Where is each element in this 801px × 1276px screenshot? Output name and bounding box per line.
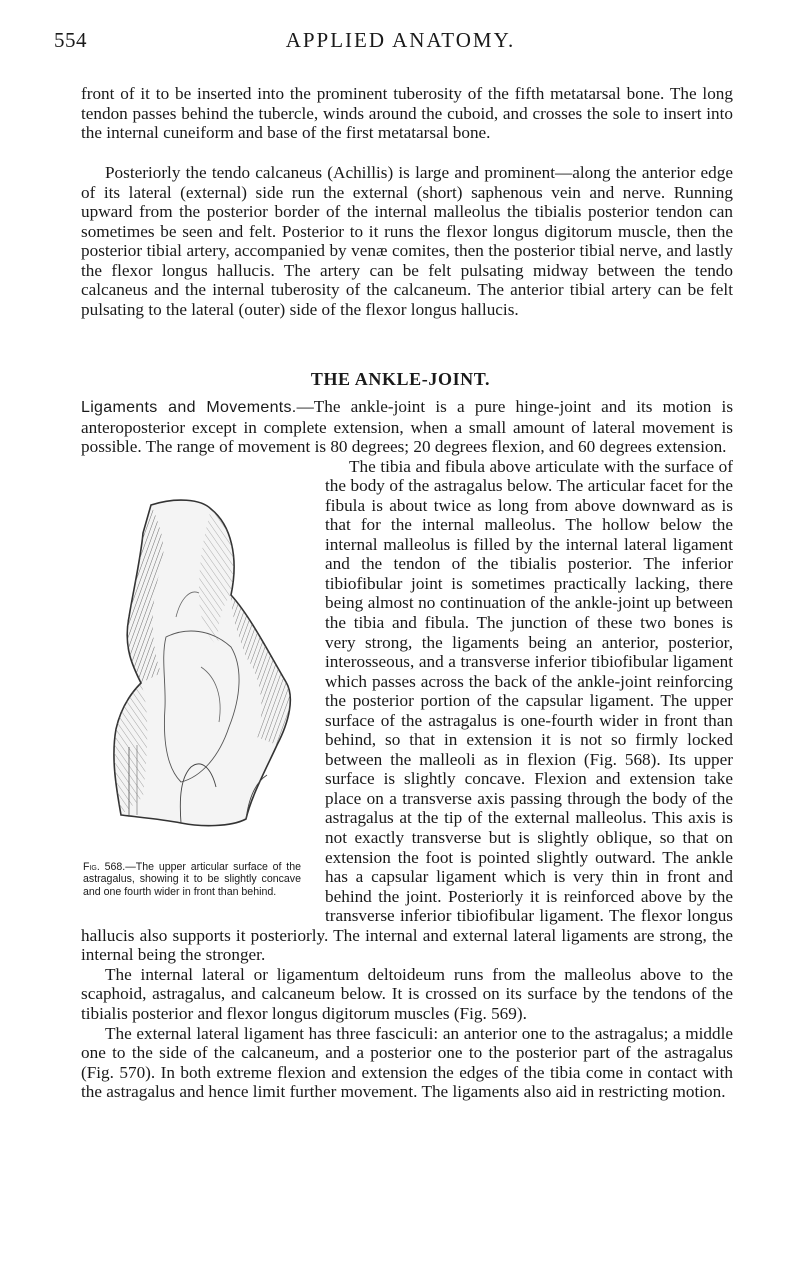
intro-paragraph-posterior: Posteriorly the tendo calcaneus (Achillis) is large and prominent—along the anterior edge of its lateral (external) side run the external (short) saphenous vein and nerve. Running upward from the posterior border of the internal malleolus the tibialis posterior tendon can sometimes be seen and felt. Posterior to it runs the flexor longus digitorum muscle, then the posterior tibial artery, accompanied by venæ comites, then the posterior tibial nerve, and lastly the flexor longus hallucis. The artery can be felt pulsating midway between the tendo calcaneus and the internal tuberosity of the calcaneum. The anterior tibial artery can be felt pulsating to the lateral (outer) side of the flexor longus hallucis. — [81, 163, 733, 319]
page-header — [0, 28, 801, 58]
astragalus-illustration — [81, 497, 311, 863]
figure-label: Fig. 568. — [83, 860, 126, 873]
articulation-paragraph: The tibia and fibula above articulate with the surface of the body of the astragalus below. The articular facet for the fibula is about twice as long from above downward as is that for the internal malleolus. The hollow below the internal malleolus is filled by the internal lateral ligament and the tendon of the tibialis posterior. The inferior tibiofibular joint is sometimes practically lacking, there being almost no continuation of the ankle-joint up between the tibia and fibula. The junction of these two bones is very strong, the ligaments being an anterior, posterior, interosseous, and a transverse inferior tibiofibular ligament which passes across the back of the ankle-joint reinforcing the posterior portion of the capsular ligament. The upper surface of the astragalus is one-fourth wider in front than behind, so that in extension it is not so firmly locked between the malleoli as in flexion (Fig. 568). Its upper surface is slightly concave. Flexion and extension take place on a transverse axis passing through the body of the astragalus at the tip of the external malleolus. This axis is not exactly transverse but is slightly oblique, so that on extension the foot is pointed slightly outward. The ankle has a capsular ligament which is very thin in front and behind the joint. Posteriorly it is reinforced above by the transverse inferior tibiofibular ligament. The flexor longus hallucis also supports it posteriorly. The internal and external lateral ligaments are strong, the internal being the stronger. — [81, 456, 733, 965]
figure-568 — [81, 497, 311, 907]
figure-caption-text: —The upper articular surface of the astragalus, showing it to be slightly concave and one fourth wider in front than behind. — [83, 860, 301, 898]
figure-caption — [83, 861, 301, 899]
ankle-joint-section-body — [81, 397, 733, 1102]
external-lateral-ligament-paragraph: The external lateral ligament has three fasciculi: an anterior one to the astragalus; a middle one to the side of the calcaneum, and a posterior one to the posterior part of the astragalus (Fig. 570). In both extreme flexion and extension the edges of the tibia come in contact with the astragalus and hence limit further movement. The ligaments also aid in restricting motion. — [81, 1023, 733, 1102]
runin-heading: Ligaments and Movements. — [81, 399, 297, 416]
running-head: APPLIED ANATOMY. — [285, 28, 516, 52]
internal-lateral-ligament-paragraph: The internal lateral or ligamentum deltoideum runs from the malleolus above to the scaphoid, astragalus, and calcaneum below. It is crossed on its surface by the tendons of the tibialis posterior and flexor longus digitorum muscles (Fig. 569). — [81, 964, 733, 1023]
intro-paragraph-continued: front of it to be inserted into the prominent tuberosity of the fifth metatarsal bone. The long tendon passes behind the tubercle, winds around the cuboid, and crosses the sole to insert into the internal cuneiform and base of the first metatarsal bone. — [81, 84, 733, 143]
ligaments-text: —The ankle-joint is a pure hinge-joint and its motion is anteroposterior except in complete extension, when a small amount of lateral movement is possible. The range of movement is 80 degrees; 20 degrees flexion, and 60 degrees extension. — [81, 397, 734, 457]
page-number: 554 — [54, 28, 87, 52]
section-title: THE ANKLE-JOINT. — [310, 369, 491, 389]
ligaments-paragraph — [81, 397, 733, 457]
